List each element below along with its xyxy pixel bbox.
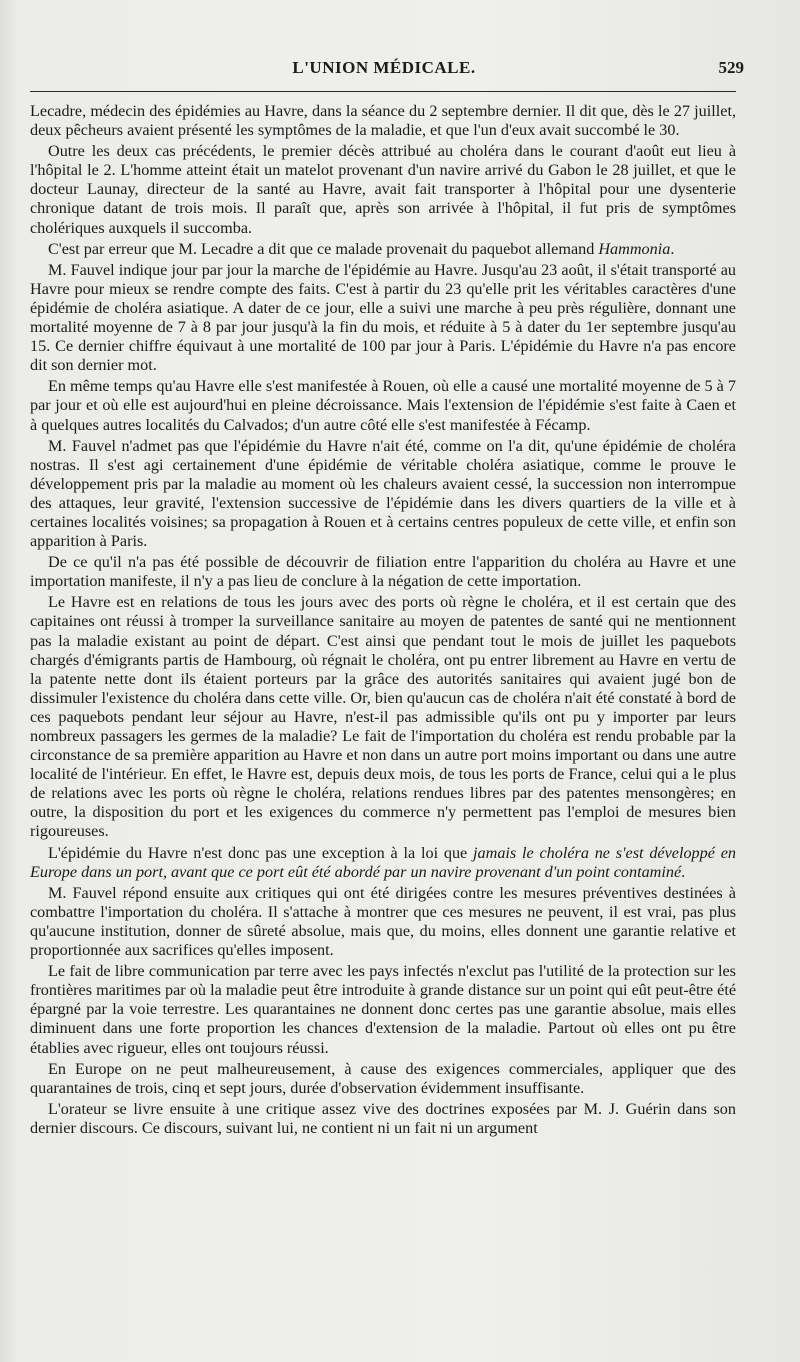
paragraph: En Europe on ne peut malheureusement, à cause des exigences commerciales, appliquer que des quarantaines de trois, cinq et sept jours, durée d'observation évidemment insuffisante. [30, 1059, 736, 1097]
emphasized-law: jamais le choléra ne s'est développé en Europe dans un port, avant que ce port eût été abordé par un navire provenant d'un point contaminé [30, 843, 736, 881]
paragraph: Le Havre est en relations de tous les jours avec des ports où règne le choléra, et il est certain que des capitaines ont réussi à tromper la surveillance sanitaire au moyen de patentes de santé qui ne mentionnent pas la maladie existant au point de départ. C'est ainsi que pendant tout le mois de juillet les paquebots chargés d'émigrants partis de Hambourg, où régnait le choléra, ont pu entrer librement au Havre en vertu de la patente nette dont ils étaient porteurs par la grâce des autorités sanitaires qui avaient jugé bon de dissimuler l'existence du choléra dans cette ville. Or, bien qu'aucun cas de choléra n'ait été constaté à bord de ces paquebots pendant leur séjour au Havre, n'est-il pas admissible qu'ils ont pu y importer par leurs nombreux passagers les germes de la maladie? Le fait de l'importation du choléra est rendu probable par la circonstance de sa première apparition au Havre et non dans un autre port moins important ou dans une autre localité de l'intérieur. En effet, le Havre est, depuis deux mois, de tous les ports de France, celui qui a le plus de relations avec les ports où règne le choléra, relations rendues libres par des patentes mensongères; en outre, la disposition du port et les exigences du commerce n'y permettent pas l'emploi de mesures bien rigoureuses. [30, 593, 736, 841]
page-header [30, 58, 744, 88]
page-number: 529 [718, 58, 744, 77]
ship-name: Hammonia [598, 239, 671, 258]
header-rule [30, 91, 736, 92]
paragraph: Le fait de libre communication par terre avec les pays infectés n'exclut pas l'utilité de la protection sur les frontières maritimes par où la maladie peut être introduite à grande distance sur un point qui eût peut-être été épargné par la voie terrestre. Les quarantaines ne donnent donc certes pas une garantie absolue, mais elles diminuent dans une forte proportion les chances d'extension de la maladie. Partout où elles ont pu être établies avec rigueur, elles ont toujours réussi. [30, 962, 736, 1057]
paragraph: M. Fauvel indique jour par jour la marche de l'épidémie au Havre. Jusqu'au 23 août, il s'était transporté au Havre pour mieux se rendre compte des faits. C'est à partir du 23 qu'elle prit les véritables caractères d'une épidémie de choléra asiatique. A dater de ce jour, elle a suivi une marche à peu près régulière, donnant une mortalité moyenne de 7 à 8 par jour jusqu'à la fin du mois, et réduite à 5 à dater du 1er septembre jusqu'au 15. Ce dernier chiffre équivaut à une mortalité de 100 par jour à Paris. L'épidémie du Havre n'a pas encore dit son dernier mot. [30, 260, 736, 375]
paragraph: De ce qu'il n'a pas été possible de découvrir de filiation entre l'apparition du choléra au Havre et une importation manifeste, il n'y a pas lieu de conclure à la négation de cette importation. [30, 553, 736, 591]
paragraph: Outre les deux cas précédents, le premier décès attribué au choléra dans le courant d'août eut lieu à l'hôpital le 2. L'homme atteint était un matelot provenant d'un navire arrivé du Gabon le 28 juillet, et que le docteur Launay, directeur de la santé au Havre, avait fait transporter à l'hôpital pour une dysenterie chronique datant de trois mois. Il paraît que, après son arrivée à l'hôpital, il fut pris de symptômes cholériques auxquels il succomba. [30, 142, 736, 237]
paragraph: M. Fauvel répond ensuite aux critiques qui ont été dirigées contre les mesures préventives destinées à combattre l'importation du choléra. Il s'attache à montrer que ces mesures ne peuvent, il est vrai, pas plus qu'aucune institution, donner de sûreté absolue, mais que, du moins, elles donnent une garantie relative et proportionnée aux sacrifices qu'elles imposent. [30, 883, 736, 960]
article-body [30, 102, 736, 1140]
paragraph: C'est par erreur que M. Lecadre a dit que ce malade provenait du paquebot allemand Hammonia. [48, 239, 675, 258]
paragraph: M. Fauvel n'admet pas que l'épidémie du Havre n'ait été, comme on l'a dit, qu'une épidémie de choléra nostras. Il s'est agi certainement d'une épidémie de véritable choléra asiatique, comme le prouve le développement pris par la maladie au moment où les chaleurs avaient cessé, la succession non interrompue des attaques, leur gravité, l'extension successive de l'épidémie dans les divers quartiers de la ville et à certaines localités voisines; sa propagation à Rouen et à certains centres populeux de cette ville, et enfin son apparition à Paris. [30, 436, 736, 551]
paragraph: Lecadre, médecin des épidémies au Havre, dans la séance du 2 septembre dernier. Il dit que, dès le 27 juillet, deux pêcheurs avaient présenté les symptômes de la maladie, et que l'un d'eux avait succombé le 30. [30, 102, 736, 140]
paragraph: L'orateur se livre ensuite à une critique assez vive des doctrines exposées par M. J. Guérin dans son dernier discours. Ce discours, suivant lui, ne contient ni un fait ni un argument [30, 1099, 736, 1137]
paragraph: L'épidémie du Havre n'est donc pas une exception à la loi que jamais le choléra ne s'est développé en Europe dans un port, avant que ce port eût été abordé par un navire provenant d'un point contaminé. [30, 843, 736, 881]
paragraph: En même temps qu'au Havre elle s'est manifestée à Rouen, où elle a causé une mortalité moyenne de 5 à 7 par jour et où elle est aujourd'hui en pleine décroissance. Mais l'extension de l'épidémie s'est faite à Caen et à quelques autres localités du Calvados; d'un autre côté elle s'est manifestée à Fécamp. [30, 377, 736, 434]
running-title: L'UNION MÉDICALE. [292, 58, 476, 77]
